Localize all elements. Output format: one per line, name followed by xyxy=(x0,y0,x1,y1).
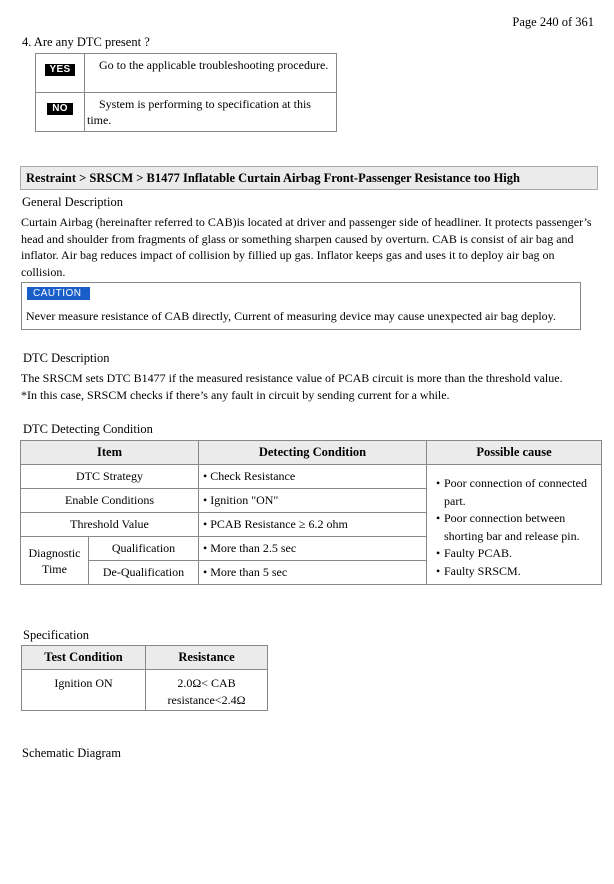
detecting-condition-title: DTC Detecting Condition xyxy=(23,422,153,436)
no-row xyxy=(36,93,337,132)
dtc-description-line1: The SRSCM sets DTC B1477 if the measured resistance value of PCAB circuit is more than the threshold value. xyxy=(21,371,563,385)
condition-qualification: More than 2.5 sec xyxy=(210,541,297,555)
specification-table xyxy=(21,645,268,711)
table-row: DTC Strategy • Check Resistance • Poor connection of connected part. • Poor connection between shorting bar and release pin. • Faulty PCAB. • Faulty SRSCM. xyxy=(21,465,602,489)
caution-text: Never measure resistance of CAB directly, Current of measuring device may cause unexpected air bag deploy. xyxy=(26,309,556,323)
question-heading: 4. Are any DTC present ? xyxy=(22,35,150,49)
list-item: • Poor connection of connected part. xyxy=(436,476,587,508)
dtc-description-body xyxy=(21,370,563,403)
list-item: • Poor connection between shorting bar and release pin. xyxy=(436,511,580,543)
header-cause: Possible cause xyxy=(427,441,602,465)
item-dequalification: De-Qualification xyxy=(89,561,199,585)
item-diagnostic-time: Diagnostic Time xyxy=(21,537,89,585)
yes-no-table xyxy=(35,53,337,132)
schematic-diagram-title: Schematic Diagram xyxy=(22,746,121,760)
list-item: • Faulty PCAB. xyxy=(436,546,513,560)
possible-cause-cell xyxy=(427,465,602,585)
item-threshold: Threshold Value xyxy=(21,513,199,537)
list-item: • Faulty SRSCM. xyxy=(436,563,521,578)
condition-strategy: Check Resistance xyxy=(210,469,296,483)
item-qualification: Qualification xyxy=(89,537,199,561)
header-test-condition: Test Condition xyxy=(22,646,146,670)
item-enable: Enable Conditions xyxy=(21,489,199,513)
header-condition: Detecting Condition xyxy=(199,441,427,465)
general-description-body: Curtain Airbag (hereinafter referred to CAB)is located at driver and passenger side of headliner. It protects passenger’s head and shoulder from fragments of glass or something sharpen caused by overturn. CAB is consist of air bag and inflator. Air bag reduces impact of collision by fillied up gas. Inflator keeps gas and uses it to deploy air bag on collision. xyxy=(21,215,592,279)
table-row: Diagnostic Time Qualification • More than 2.5 sec xyxy=(21,537,602,561)
table-row xyxy=(22,670,268,711)
header-item: Item xyxy=(21,441,199,465)
page-number: Page 240 of 361 xyxy=(512,15,594,29)
dtc-description-title: DTC Description xyxy=(23,351,110,365)
dtc-description-line2: *In this case, SRSCM checks if there’s any fault in circuit by sending current for a while. xyxy=(21,387,450,402)
header-resistance: Resistance xyxy=(146,646,268,670)
general-description-title: General Description xyxy=(22,195,124,209)
caution-box xyxy=(21,282,581,330)
no-badge: NO xyxy=(47,103,73,115)
section-title-bar: Restraint > SRSCM > B1477 Inflatable Curtain Airbag Front-Passenger Resistance too High xyxy=(20,166,598,190)
detecting-condition-table xyxy=(20,440,602,585)
yes-badge: YES xyxy=(45,64,76,76)
resistance-value: 2.0Ω< CAB resistance<2.4Ω xyxy=(146,670,268,711)
yes-row xyxy=(36,54,337,93)
item-strategy: DTC Strategy xyxy=(21,465,199,489)
table-row: De-Qualification • More than 5 sec xyxy=(21,561,602,585)
table-row: Enable Conditions • Ignition "ON" xyxy=(21,489,602,513)
yes-action-text: Go to the applicable troubleshooting procedure. xyxy=(99,58,329,72)
test-condition-value: Ignition ON xyxy=(22,670,146,711)
specification-title: Specification xyxy=(23,628,89,642)
table-header-row xyxy=(22,646,268,670)
no-action-text: System is performing to specification at this time. xyxy=(87,97,311,127)
condition-enable: Ignition "ON" xyxy=(210,493,279,507)
condition-threshold: PCAB Resistance ≥ 6.2 ohm xyxy=(210,517,348,531)
caution-badge: CAUTION xyxy=(27,287,90,300)
table-header-row xyxy=(21,441,602,465)
condition-dequalification: More than 5 sec xyxy=(210,565,288,579)
table-row: Threshold Value • PCAB Resistance ≥ 6.2 ohm xyxy=(21,513,602,537)
